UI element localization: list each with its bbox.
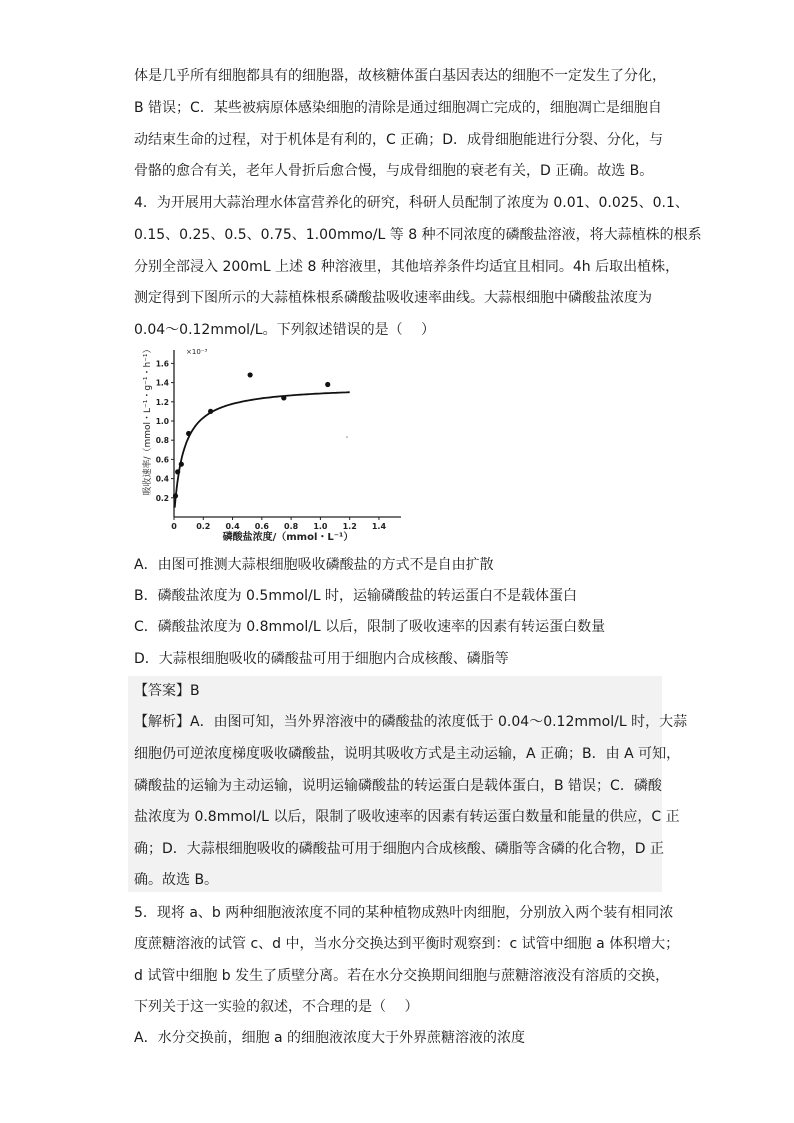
prev-solution-line: 体是几乎所有细胞都具有的细胞器，故核糖体蛋白基因表达的细胞不一定发生了分化， <box>134 68 666 84</box>
x-tick-label: 0.8 <box>284 522 299 531</box>
data-point <box>281 395 286 400</box>
x-tick-label: 0 <box>171 522 177 531</box>
q5-stem-line: 5．现将 a、b 两种细胞液浓度不同的某种植物成熟叶肉细胞，分别放入两个装有相同浓 <box>134 905 674 921</box>
y-multiplier: ×10⁻³ <box>186 348 208 356</box>
x-tick-label: 0.4 <box>225 522 240 531</box>
q4-answer: 【答案】B <box>134 683 200 699</box>
fit-curve <box>175 392 350 507</box>
data-point <box>179 462 184 467</box>
q5-option-a: A．水分交换前，细胞 a 的细胞液浓度大于外界蔗糖溶液的浓度 <box>134 1030 526 1046</box>
prev-solution-line: B 错误；C．某些被病原体感染细胞的清除是通过细胞凋亡完成的，细胞凋亡是细胞自 <box>134 100 662 116</box>
x-tick-label: 1.4 <box>371 522 387 531</box>
y-tick-label: 0.2 <box>155 493 169 503</box>
data-point <box>173 493 178 498</box>
x-tick-label: 0.6 <box>254 522 269 531</box>
q4-stem-line: 0.15、0.25、0.5、0.75、1.00mmo/L 等 8 种不同浓度的磷酸盐溶液，将大蒜植株的根系 <box>134 227 702 243</box>
q4-option-a: A．由图可推测大蒜根细胞吸收磷酸盐的方式不是自由扩散 <box>134 557 494 573</box>
q4-analysis-line: 磷酸盐的运输为主动运输，说明运输磷酸盐的转运蛋白是载体蛋白，B 错误；C．磷酸 <box>134 778 662 794</box>
x-tick-label: 1.0 <box>313 522 328 531</box>
y-tick-label: 1.0 <box>155 417 169 426</box>
q4-analysis-line: 【解析】A．由图可知，当外界溶液中的磷酸盐的浓度低于 0.04～0.12mmol/L 时，大蒜 <box>134 714 688 730</box>
q4-stem-line: 分别全部浸入 200mL 上述 8 种溶液里，其他培养条件均适宜且相同。4h 后取出植株， <box>134 259 680 275</box>
data-point <box>325 382 330 387</box>
y-tick-label: 1.2 <box>155 397 169 407</box>
q4-stem-line: 4．为开展用大蒜治理水体富营养化的研究，科研人员配制了浓度为 0.01、0.025、0.1、 <box>134 195 689 211</box>
q4-analysis-line: 细胞仍可逆浓度梯度吸收磷酸盐，说明其吸收方式是主动运输，A 正确；B．由 A 可知， <box>134 746 681 762</box>
q4-analysis-line: 盐浓度为 0.8mmol/L 以后，限制了吸收速率的因素有转运蛋白数量和能量的供应，C 正 <box>134 809 680 825</box>
y-tick-label: 0.8 <box>155 436 169 446</box>
prev-solution-line: 骨骼的愈合有关，老年人骨折后愈合慢，与成骨细胞的衰老有关，D 正确。故选 B。 <box>134 163 654 179</box>
phosphate-uptake-chart <box>136 342 406 547</box>
q4-analysis-line: 确。故选 B。 <box>134 872 219 888</box>
q5-stem-line: 度蔗糖溶液的试管 c、d 中，当水分交换达到平衡时观察到：c 试管中细胞 a 体积增大； <box>134 936 680 952</box>
prev-solution-line: 动结束生命的过程，对于机体是有利的，C 正确；D．成骨细胞能进行分裂、分化，与 <box>134 132 664 148</box>
q4-option-b: B．磷酸盐浓度为 0.5mmol/L 时，运输磷酸盐的转运蛋白不是载体蛋白 <box>134 588 578 604</box>
y-tick-label: 0.6 <box>155 455 169 465</box>
stray-dot <box>346 436 348 438</box>
q4-option-d: D．大蒜根细胞吸收的磷酸盐可用于细胞内合成核酸、磷脂等 <box>134 651 509 667</box>
q5-stem-line: 下列关于这一实验的叙述，不合理的是（ ） <box>134 999 419 1015</box>
y-tick-label: 0.4 <box>155 474 169 484</box>
q4-stem-line: 测定得到下图所示的大蒜植株根系磷酸盐吸收速率曲线。大蒜根细胞中磷酸盐浓度为 <box>134 290 652 306</box>
y-axis-label: 吸收速率/（mmol・L⁻¹・g⁻¹・h⁻¹） <box>143 344 153 496</box>
x-tick-label: 0.2 <box>196 522 211 531</box>
q4-analysis-line: 确；D．大蒜根细胞吸收的磷酸盐可用于细胞内合成核酸、磷脂等含磷的化合物，D 正 <box>134 841 665 857</box>
data-point <box>175 469 180 474</box>
data-point <box>208 409 213 414</box>
q5-stem-line: d 试管中细胞 b 发生了质壁分离。若在水分交换期间细胞与蔗糖溶液没有溶质的交换， <box>134 968 670 984</box>
q4-stem-line: 0.04～0.12mmol/L。下列叙述错误的是（ ） <box>134 322 436 338</box>
q4-option-c: C．磷酸盐浓度为 0.8mmol/L 以后，限制了吸收速率的因素有转运蛋白数量 <box>134 619 606 635</box>
data-point <box>248 372 253 377</box>
data-point <box>186 431 191 436</box>
y-tick-label: 1.6 <box>155 359 169 369</box>
x-axis-label: 磷酸盐浓度/（mmol・L⁻¹） <box>222 532 354 543</box>
x-tick-label: 1.2 <box>342 522 357 531</box>
y-tick-label: 1.4 <box>155 378 169 388</box>
